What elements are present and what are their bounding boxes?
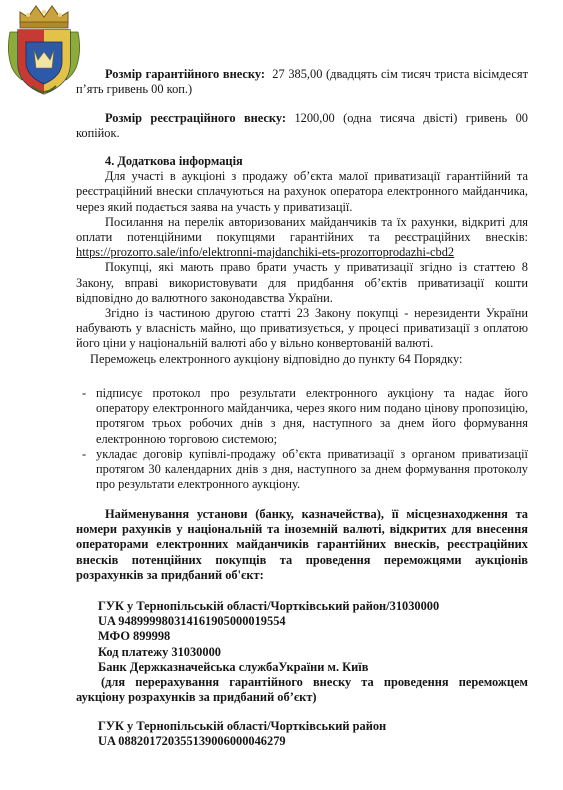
list-item (82, 386, 528, 447)
registration-fee-value: 1200,00 (одна тисяча двісті) гривень 00 копійок. (76, 111, 528, 141)
guarantee-fee-value: 27 385,00 (двадцять сім тисяч триста вісімдесят п’ять гривень 00 коп.) (76, 67, 528, 97)
list-bullet: - (82, 386, 87, 400)
account-purpose-note: (для перерахування гарантійного внеску та проведення переможцем аукціону розрахунків за придбаний об’єкт) (76, 675, 528, 705)
bank-details-heading: Найменування установи (банку, казначейства), її місцезнаходження та номери рахунків у національній та іноземній валюті, відкритих для внесення операторами електронних майданчиків гарантійних внесків, реєстраційних внесків потенційних покупців та проведення переможцями аукціонів розрахунків за придбаний об'єкт: (76, 507, 528, 582)
guarantee-fee-label: Розмір гарантійного внеску: (105, 67, 265, 81)
treasury-name: ГУК у Тернопільській області/Чортківський район/31030000 (98, 599, 440, 613)
bank-account-block-1 (98, 599, 528, 675)
payment-code: Код платежу 31030000 (98, 644, 221, 659)
section-4-paragraph-1: Для участі в аукціоні з продажу об’єкта малої приватизації гарантійний та реєстраційний внески сплачуються на рахунок оператора електронного майданчика, через який подається заява на участь у приватизації. (76, 169, 528, 214)
mfo: МФО 899998 (98, 629, 171, 644)
treasury-name: ГУК у Тернопільській області/Чортківський район (98, 719, 387, 733)
guarantee-fee-paragraph (76, 67, 528, 97)
registration-fee-label: Розмір реєстраційного внеску: (105, 111, 287, 125)
section-4-paragraph-2: Посилання на перелік авторизованих майданчиків та їх рахунки, відкриті для оплати потенційними покупцями гарантійних та реєстраційних внесків: (76, 214, 528, 245)
list-item-text: підписує протокол про результати електронного аукціону та надає його оператору електронного майданчика, через якого ним подано цінову пропозицію, протягом трьох робочих днів з дня, наступного за днем його формування електронною торговою системою; (96, 386, 528, 446)
list-bullet: - (82, 447, 87, 461)
list-item-text: укладає договір купівлі-продажу об’єкта приватизації з органом приватизації протягом 30 календарних днів з дня, наступного за днем формування протоколу про результати електронного аукціону. (96, 447, 528, 492)
bank-name: Банк Держказначейська службаУкраїни м. Київ (98, 659, 369, 674)
list-item (82, 447, 528, 493)
section-4-paragraph-3: Покупці, які мають право брати участь у приватизації згідно із статтею 8 Закону, вправі використовувати для придбання об’єктів приватизації кошти відповідно до валютного законодавства України. (76, 260, 528, 305)
prozorro-link[interactable]: https://prozorro.sale/info/elektronni-majdanchiki-ets-prozorroprodazhi-cbd2 (76, 245, 455, 260)
section-4-heading: 4. Додаткова інформація (105, 154, 243, 168)
bank-account-block-2 (98, 719, 528, 749)
section-4-paragraph-4: Згідно із частиною другою статті 23 Закону покупці - нерезиденти України набувають у власність майно, що приватизується, у процесі приватизації з оплатою його ціни у національній валюті або у вільно конвертованій валюті. (76, 306, 528, 351)
section-4 (76, 154, 528, 367)
iban: UA 948999980314161905000019554 (98, 614, 286, 629)
coat-of-arms-icon (4, 2, 84, 100)
iban: UA 088201720355139006000046279 (98, 734, 286, 749)
registration-fee-paragraph (76, 111, 528, 141)
section-4-paragraph-5: Переможець електронного аукціону відповідно до пункту 64 Порядку: (90, 351, 463, 366)
